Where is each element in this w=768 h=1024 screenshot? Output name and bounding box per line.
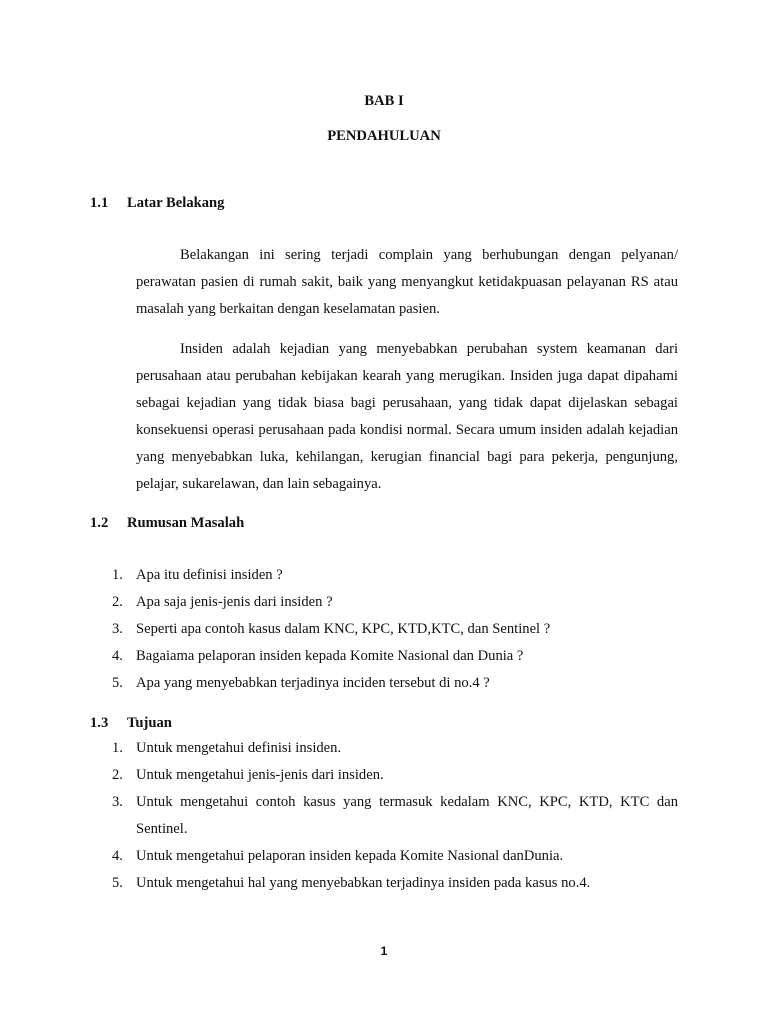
- section-heading-latar-belakang: [90, 195, 224, 212]
- page-number: 1: [380, 944, 388, 958]
- list-item: [112, 562, 678, 589]
- list-text: Untuk mengetahui hal yang menyebabkan terjadinya insiden pada kasus no.4.: [136, 875, 591, 891]
- list-number: 5.: [112, 875, 123, 891]
- list-text: Apa itu definisi insiden ?: [136, 567, 283, 583]
- list-number: 2.: [112, 767, 123, 783]
- list-item: [112, 789, 678, 843]
- section-number: 1.1: [90, 195, 109, 211]
- list-number: 3.: [112, 794, 123, 810]
- list-text: Apa yang menyebabkan terjadinya inciden tersebut di no.4 ?: [136, 675, 490, 691]
- section-number: 1.2: [90, 515, 109, 531]
- chapter-title: PENDAHULUAN: [327, 128, 441, 144]
- list-item: [112, 616, 678, 643]
- list-number: 4.: [112, 848, 123, 864]
- paragraph-text: Belakangan ini sering terjadi complain yang berhubungan dengan pelyanan/ perawatan pasien di rumah sakit, baik yang menyangkut ketidakpuasan pelayanan RS atau masalah yang berkaitan dengan keselamatan pasien.: [136, 247, 678, 317]
- section-title: Rumusan Masalah: [127, 515, 245, 531]
- list-number: 5.: [112, 675, 123, 691]
- list-text: Untuk mengetahui pelaporan insiden kepada Komite Nasional danDunia.: [136, 848, 564, 864]
- list-item: [112, 762, 678, 789]
- section-heading-tujuan: [90, 715, 172, 732]
- list-text: Untuk mengetahui contoh kasus yang termasuk kedalam KNC, KPC, KTD, KTC dan Sentinel.: [136, 794, 678, 837]
- list-text: Untuk mengetahui definisi insiden.: [136, 740, 342, 756]
- list-number: 2.: [112, 594, 123, 610]
- list-item: [112, 735, 678, 762]
- list-item: [112, 589, 678, 616]
- chapter-label: BAB I: [364, 93, 404, 109]
- list-text: Untuk mengetahui jenis-jenis dari insiden.: [136, 767, 384, 783]
- list-text: Apa saja jenis-jenis dari insiden ?: [136, 594, 333, 610]
- section-heading-rumusan-masalah: [90, 515, 244, 532]
- paragraph-text: Insiden adalah kejadian yang menyebabkan perubahan system keamanan dari perusahaan atau perubahan kebijakan kearah yang merugikan. Insiden juga dapat dipahami sebagai kejadian yang tidak biasa bagi perusahaan, yang tidak dapat dijelaskan sebagai konsekuensi operasi perusahaan pada kondisi normal. Secara umum insiden adalah kejadian yang menyebabkan luka, kehilangan, kerugian financial bagi para pekerja, pengunjung, pelajar, sukarelawan, dan lain sebagainya.: [136, 341, 678, 492]
- list-item: [112, 870, 678, 897]
- background-paragraph-1: [136, 242, 678, 323]
- section-title: Latar Belakang: [127, 195, 225, 211]
- list-text: Bagaiama pelaporan insiden kepada Komite Nasional dan Dunia ?: [136, 648, 524, 664]
- list-number: 1.: [112, 740, 123, 756]
- list-item: [112, 670, 678, 697]
- list-number: 1.: [112, 567, 123, 583]
- list-text: Seperti apa contoh kasus dalam KNC, KPC, KTD,KTC, dan Sentinel ?: [136, 621, 551, 637]
- list-item: [112, 643, 678, 670]
- background-paragraph-2: [136, 336, 678, 498]
- list-item: [112, 843, 678, 870]
- section-number: 1.3: [90, 715, 109, 731]
- list-number: 4.: [112, 648, 123, 664]
- list-number: 3.: [112, 621, 123, 637]
- section-title: Tujuan: [127, 715, 172, 731]
